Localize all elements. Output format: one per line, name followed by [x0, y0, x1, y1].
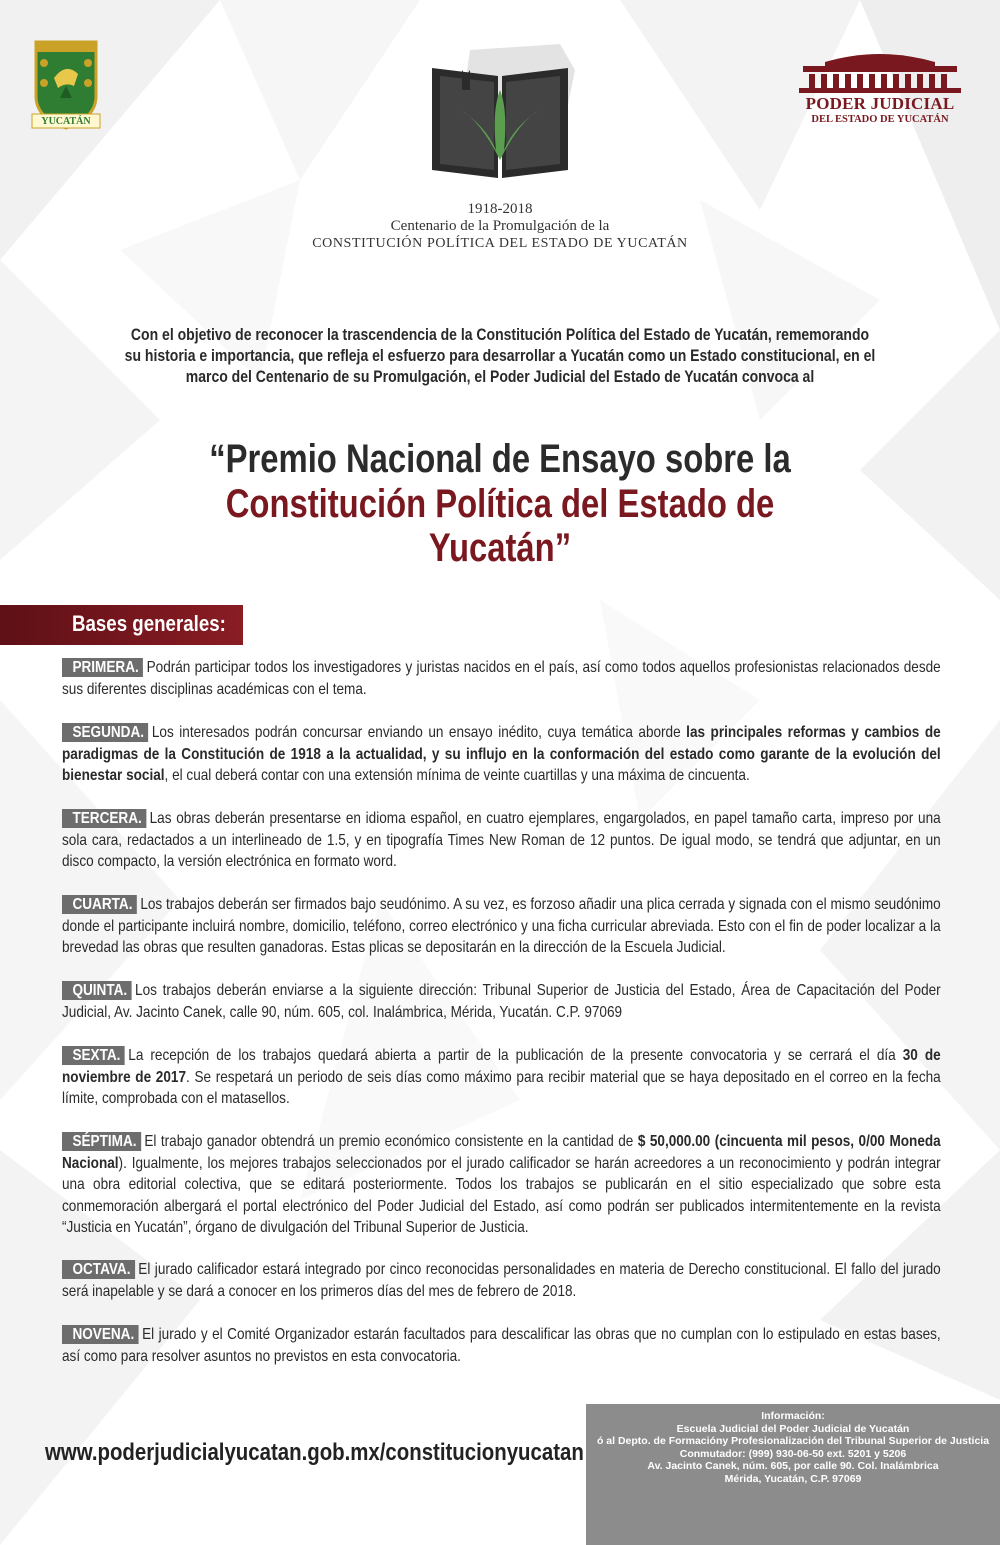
clause-text: Las obras deberán presentarse en idioma español, en cuatro ejemplares, engargolados, en papel tamaño carta, impreso por una sola cara, redactados a un interlineado de 1.5, y en tipografía Times New Roman de 12 puntos. De igual modo, se tendrá que adjuntar, en un disco compacto, la versión electrónica en formato word.	[62, 810, 941, 870]
info-title: Información:	[761, 1410, 825, 1422]
info-line: Av. Jacinto Canek, núm. 605, por calle 90. Col. Inalámbrica	[647, 1460, 939, 1472]
clause-text: La recepción de los trabajos quedará abierta a partir de la publicación de la presente convocatoria y se cerrará el día	[128, 1047, 896, 1064]
clause-tag: SÉPTIMA.	[62, 1132, 141, 1151]
clause-text: Los interesados podrán concursar enviando un ensayo inédito, cuya temática aborde	[151, 724, 681, 741]
info-line: Conmutador: (999) 930-06-50 ext. 5201 y 5206	[679, 1447, 907, 1460]
info-text	[586, 1410, 1000, 1485]
pj-title: PODER JUDICIAL	[805, 94, 955, 113]
clause-septima	[62, 1131, 941, 1239]
clause-novena	[62, 1324, 941, 1367]
clause-tag: SEGUNDA.	[62, 723, 148, 742]
award-title-line2: Constitución Política del Estado de Yucatán”	[225, 482, 775, 570]
clause-segunda	[62, 722, 941, 787]
bases-heading: Bases generales:	[72, 611, 226, 636]
clause-text: Los trabajos deberán enviarse a la siguiente dirección: Tribunal Superior de Justicia del Estado, Área de Capacitación del Poder Judicial, Av. Jacinto Canek, calle 90, núm. 605, col. Inalámbrica, Mérida, Yucatán. C.P. 97069	[62, 982, 941, 1021]
poder-judicial-logo	[795, 48, 965, 138]
clause-text: Los trabajos deberán ser firmados bajo seudónimo. A su vez, es forzoso añadir una plica cerrada y signada con el mismo seudónimo donde el participante incluirá nombre, domicilio, teléfono, correo electrónico y una ficha curricular abreviada. Esto con el fin de poder localizar a la brevedad las obras que resulten ganadoras. Estas plicas se depositarán en la dirección de la Escuela Judicial.	[62, 896, 941, 956]
clause-bold-text: las principales reformas y cambios de paradigmas de la Constitución de 1918 a la actualidad, y su influjo en la conformación del estado como garante de la evolución del bienestar social	[62, 724, 941, 784]
constitucion-line: CONSTITUCIÓN POLÍTICA DEL ESTADO DE YUCATÁN	[312, 236, 688, 251]
pj-subtitle: DEL ESTADO DE YUCATÁN	[811, 114, 949, 125]
clause-tercera	[62, 808, 941, 873]
clause-tag: NOVENA.	[62, 1325, 139, 1344]
intro-paragraph: Con el objetivo de reconocer la trascendencia de la Constitución Política del Estado de Yucatán, rememorando su historia e importancia, que refleja el esfuerzo para desarrollar a Yucatán como un Estado constitucional, en el marco del Centenario de su Promulgación, el Poder Judicial del Estado de Yucatán convoca al	[124, 326, 876, 386]
book-icon	[400, 40, 600, 190]
clause-tag: CUARTA.	[62, 895, 137, 914]
clause-tag: QUINTA.	[62, 981, 132, 1000]
clause-tag: PRIMERA.	[62, 658, 143, 677]
info-line: Escuela Judicial del Poder Judicial de Yucatán	[676, 1422, 910, 1435]
clause-text: , el cual deberá contar con una extensión mínima de veinte cuartillas y una máxima de cincuenta.	[164, 767, 750, 784]
clause-text: ). Igualmente, los mejores trabajos seleccionados por el jurado calificador se harán acreedores a un reconocimiento y podrán integrar una obra editorial colectiva, que se editará posteriormente. Todos los trabajos se publicarán en el sitio especializado que sobre esta conmemoración albergará el portal electrónico del Poder Judicial del Estado, así como podrán ser publicados intermitentemente en la revista “Justicia en Yucatán”, órgano de divulgación del Tribunal Superior de Justicia.	[62, 1154, 941, 1236]
clause-tag: SEXTA.	[62, 1046, 125, 1065]
info-line: ó al Depto. de Formacióny Profesionalización del Tribunal Superior de Justicia	[596, 1435, 990, 1447]
clause-text: . Se respetará un periodo de seis días como máximo para recibir material que se haya depositado en el correo en la fecha límite, comprobada con el matasellos.	[62, 1068, 941, 1107]
shield-label: YUCATÁN	[41, 116, 91, 127]
clause-quinta	[62, 980, 941, 1023]
award-title-line1: “Premio Nacional de Ensayo sobre la	[209, 437, 791, 481]
clause-cuarta	[62, 894, 941, 959]
clause-tag: OCTAVA.	[62, 1260, 135, 1279]
centenario-book-logo	[400, 40, 600, 190]
clause-text: Podrán participar todos los investigadores y juristas nacidos en el país, así como todos aquellos profesionistas relacionados desde sus diferentes disciplinas académicas con el tema.	[62, 659, 941, 698]
clause-text: El jurado calificador estará integrado por cinco reconocidas personalidades en materia de Derecho constitucional. El fallo del jurado será inapelable y se dará a conocer en los primeros días del mes de febrero de 2018.	[62, 1261, 941, 1300]
clause-tag: TERCERA.	[62, 809, 146, 828]
clause-text: El jurado y el Comité Organizador estarán facultados para descalificar las obras que no cumplan con lo estipulado en estas bases, así como para resolver asuntos no previstos en esta convocatoria.	[62, 1326, 941, 1365]
clause-octava	[62, 1259, 941, 1302]
centenario-line: Centenario de la Promulgación de la	[390, 218, 610, 234]
building-icon	[795, 48, 965, 94]
website-link[interactable]: www.poderjudicialyucatan.gob.mx/constitucionyucatan	[45, 1439, 584, 1466]
info-line: Mérida, Yucatán, C.P. 97069	[724, 1472, 862, 1485]
clause-sexta	[62, 1045, 941, 1110]
clause-bold-text: $ 50,000.00 (cincuenta mil pesos, 0/00 Moneda Nacional	[62, 1133, 941, 1172]
centenario-years: 1918-2018	[467, 201, 533, 217]
clause-text: El trabajo ganador obtendrá un premio económico consistente en la cantidad de	[144, 1133, 634, 1150]
yucatan-shield-logo	[30, 38, 102, 130]
clause-primera	[62, 657, 941, 700]
clause-bold-text: 30 de noviembre de 2017	[62, 1047, 941, 1086]
